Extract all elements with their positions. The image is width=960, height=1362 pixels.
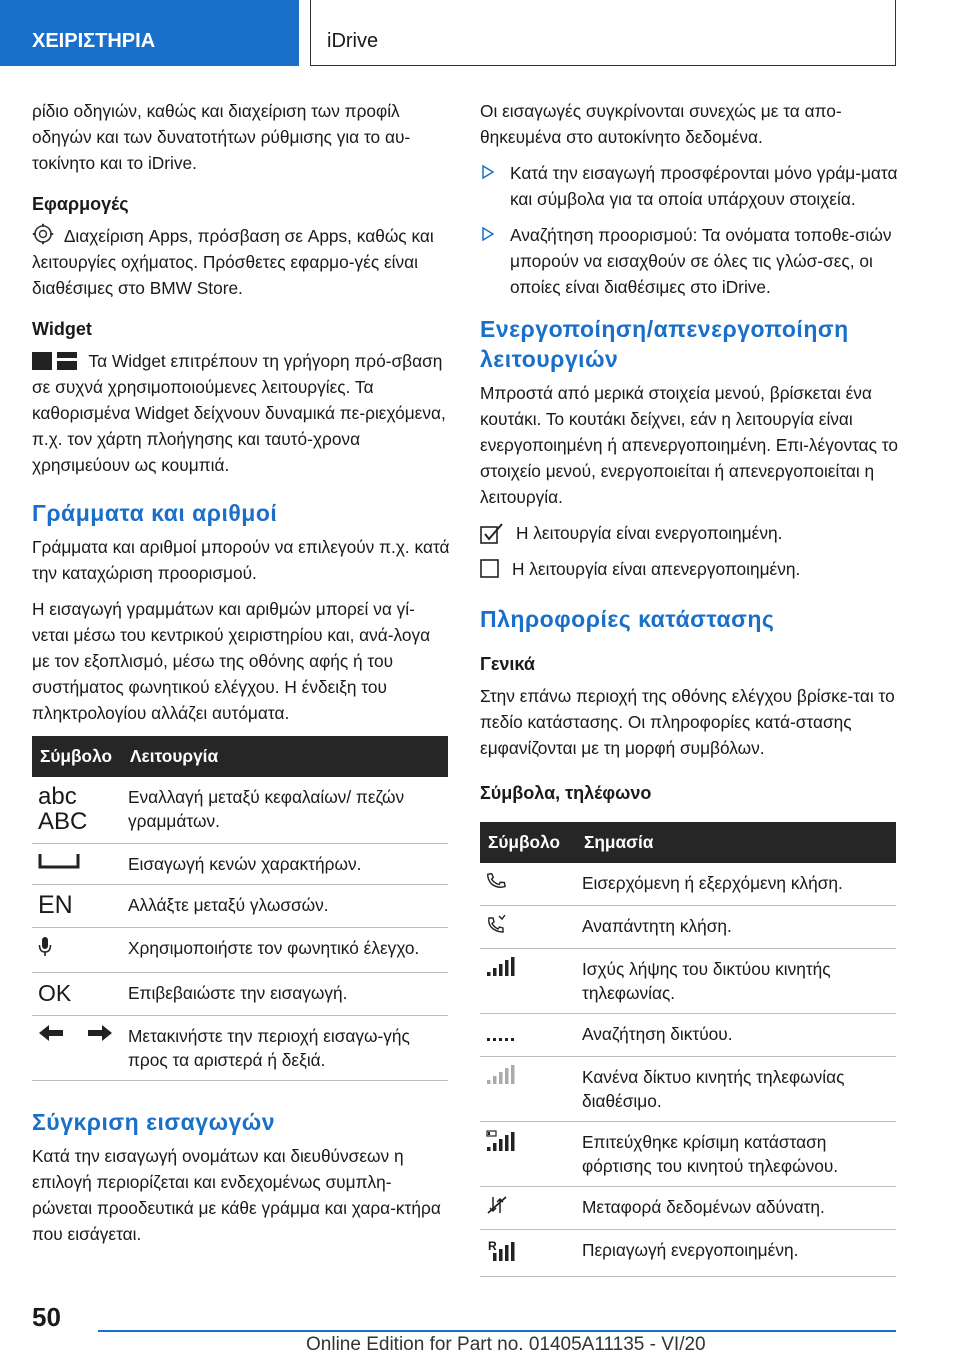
low-battery-signal-icon — [486, 1130, 516, 1152]
activate-paragraph: Μπροστά από μερικά στοιχεία μενού, βρίσκεται ένα κουτάκι. Το κουτάκι δείχνει, εάν η λειτουργία είναι ενεργοποιημένη ή απενεργοποιημένη. Επι-λέγοντας το στοιχείο μενού, ενεργοποιείται ή απενεργοποιείται η λειτουργία. — [480, 383, 898, 507]
phone-symbols-title: Σύμβολα, τηλέφωνο — [480, 783, 652, 803]
list-item: Κατά την εισαγωγή προσφέρονται μόνο γράμ-ματα και σύμβολα για τα οποία υπάρχουν στοιχεία. — [480, 160, 898, 212]
apps-title: Εφαρμογές — [32, 194, 129, 214]
list-item: Αναζήτηση προορισμού: Τα ονόματα τοποθε-σιών μπορούν να εισαχθούν σε όλες τις γλώσ-σες, οι οποίες είναι διαθέσιμες στο iDrive. — [480, 222, 898, 300]
table-header-symbol: Σύμβολο — [480, 822, 576, 863]
widget-title: Widget — [32, 319, 92, 339]
table-row — [32, 1016, 448, 1081]
bullet-triangle-icon — [482, 227, 494, 241]
table-row — [480, 949, 896, 1014]
table-row — [480, 1230, 896, 1277]
letters-heading: Γράμματα και αριθμοί — [32, 500, 278, 526]
table-row — [480, 1057, 896, 1122]
no-network-icon — [486, 1065, 516, 1085]
footer-rule — [98, 1330, 896, 1332]
data-transfer-blocked-icon — [486, 1195, 508, 1215]
row-text: Μεταφορά δεδομένων αδύνατη. — [576, 1187, 896, 1230]
row-text: Εισαγωγή κενών χαρακτήρων. — [122, 844, 448, 885]
input-symbols-table — [32, 736, 448, 1081]
compare-bullets — [480, 160, 898, 300]
checked-row: Η λειτουργία είναι ενεργοποιημένη. — [480, 520, 898, 546]
widget-icon — [32, 352, 78, 370]
right-column — [480, 98, 898, 1277]
phone-symbols-table — [480, 822, 896, 1277]
activate-heading: Ενεργοποίηση/απενεργοποίηση λειτουργιών — [480, 316, 849, 372]
apps-text: Διαχείριση Apps, πρόσβαση σε Apps, καθώς και λειτουργίες οχήματος. Πρόσθετες εφαρμο-γές είναι διαθέσιμες στο BMW Store. — [32, 226, 434, 298]
apps-paragraph — [32, 223, 450, 301]
edition-text: Online Edition for Part no. 01405A11135 - VI/20 — [306, 1334, 706, 1355]
widget-paragraph — [32, 348, 450, 478]
page-footer — [0, 1300, 960, 1362]
table-row — [480, 906, 896, 949]
abc-lowercase-symbol: abc — [38, 783, 77, 810]
abc-uppercase-symbol: ABC — [38, 808, 88, 835]
row-text: Αναπάντητη κλήση. — [576, 906, 896, 949]
compare-heading: Σύγκριση εισαγωγών — [32, 1109, 276, 1135]
compare-intro: Οι εισαγωγές συγκρίνονται συνεχώς με τα απο-θηκευμένα στο αυτοκίνητο δεδομένα. — [480, 101, 842, 147]
left-column — [32, 98, 450, 1257]
row-text: Εισερχόμενη ή εξερχόμενη κλήση. — [576, 863, 896, 906]
intro-paragraph: ρίδιο οδηγιών, καθώς και διαχείριση των προφίλ οδηγών και των δυνατοτήτων ρύθμισης για το αυ-τοκίνητο και το iDrive. — [32, 101, 411, 173]
row-text: Μετακινήστε την περιοχή εισαγω-γής προς τα αριστερά ή δεξιά. — [122, 1016, 448, 1081]
arrow-left-icon — [38, 1024, 64, 1042]
table-row — [480, 863, 896, 906]
chapter-tab: ΧΕΙΡΙΣΤΗΡΙΑ — [0, 0, 299, 66]
widget-text: Τα Widget επιτρέπουν τη γρήγορη πρό-σβαση σε συχνά χρησιμοποιούμενες λειτουργίες. Τα καθορισμένα Widget δείχνουν δυναμικά πε-ριεχόμενα, π.χ. τον χάρτη πλοήγησης και ταυτό-χρονα χρησιμεύουν ως κουμπιά. — [32, 351, 446, 475]
checkbox-unchecked-icon — [480, 559, 500, 579]
table-row — [32, 973, 448, 1016]
table-header-symbol: Σύμβολο — [32, 736, 122, 777]
space-icon — [38, 852, 80, 870]
row-text: Εναλλαγή μεταξύ κεφαλαίων/ πεζών γραμμάτων. — [122, 777, 448, 844]
table-header-meaning: Σημασία — [576, 822, 896, 863]
table-row — [480, 1187, 896, 1230]
table-row — [32, 928, 448, 973]
unchecked-row: Η λειτουργία είναι απενεργοποιημένη. — [480, 556, 898, 582]
bullet-triangle-icon — [482, 165, 494, 179]
page-header — [0, 0, 960, 66]
signal-strength-icon — [486, 957, 516, 977]
network-search-icon — [486, 1022, 516, 1042]
row-text: Κανένα δίκτυο κινητής τηλεφωνίας διαθέσιμο. — [576, 1057, 896, 1122]
apps-icon — [32, 223, 54, 245]
row-text: Επιτεύχθηκε κρίσιμη κατάσταση φόρτισης του κινητού τηλεφώνου. — [576, 1122, 896, 1187]
table-row — [32, 777, 448, 844]
table-header-function: Λειτουργία — [122, 736, 448, 777]
phone-call-icon — [486, 871, 506, 891]
table-row — [32, 885, 448, 928]
letters-paragraph-2: Η εισαγωγή γραμμάτων και αριθμών μπορεί να γί-νεται μέσω του κεντρικού χειριστηρίου και, ανά-λογα με τον εξοπλισμό, μέσω της οθόνης αφής ή του συστήματος φωνητικού ελέγχου. Η ένδειξη του πληκτρολογίου αλλάζει αυτόματα. — [32, 599, 431, 723]
arrow-right-icon — [87, 1024, 113, 1042]
letters-paragraph-1: Γράμματα και αριθμοί μπορούν να επιλεγούν π.χ. κατά την καταχώριση προορισμού. — [32, 537, 450, 583]
table-row — [480, 1014, 896, 1057]
row-text: Ισχύς λήψης του δικτύου κινητής τηλεφωνίας. — [576, 949, 896, 1014]
ok-symbol: OK — [38, 980, 72, 1006]
section-title: iDrive — [310, 0, 896, 66]
row-text: Χρησιμοποιήστε τον φωνητικό έλεγχο. — [122, 928, 448, 973]
microphone-icon — [38, 936, 52, 958]
checkbox-checked-icon — [480, 522, 504, 544]
row-text: Αναζήτηση δικτύου. — [576, 1014, 896, 1057]
general-title: Γενικά — [480, 654, 535, 674]
row-text: Αλλάξτε μεταξύ γλωσσών. — [122, 885, 448, 928]
page-number: 50 — [32, 1302, 61, 1332]
row-text: Περιαγωγή ενεργοποιημένη. — [576, 1230, 896, 1277]
row-text: Επιβεβαιώστε την εισαγωγή. — [122, 973, 448, 1016]
missed-call-icon — [486, 914, 508, 934]
status-heading: Πληροφορίες κατάστασης — [480, 606, 775, 632]
language-symbol: EN — [38, 891, 73, 919]
roaming-letter: R — [488, 1239, 497, 1253]
general-paragraph: Στην επάνω περιοχή της οθόνης ελέγχου βρίσκε-ται το πεδίο κατάστασης. Οι πληροφορίες κατά-στασης εμφανίζονται με τη μορφή συμβόλων. — [480, 686, 895, 758]
table-row — [480, 1122, 896, 1187]
table-row — [32, 844, 448, 885]
compare-paragraph: Κατά την εισαγωγή ονομάτων και διευθύνσεων η επιλογή περιορίζεται και ενδεχομένως συμπλη-ρώνεται προοδευτικά με κάθε γράμμα και χαρα-κτήρα που εισάγεται. — [32, 1146, 441, 1244]
